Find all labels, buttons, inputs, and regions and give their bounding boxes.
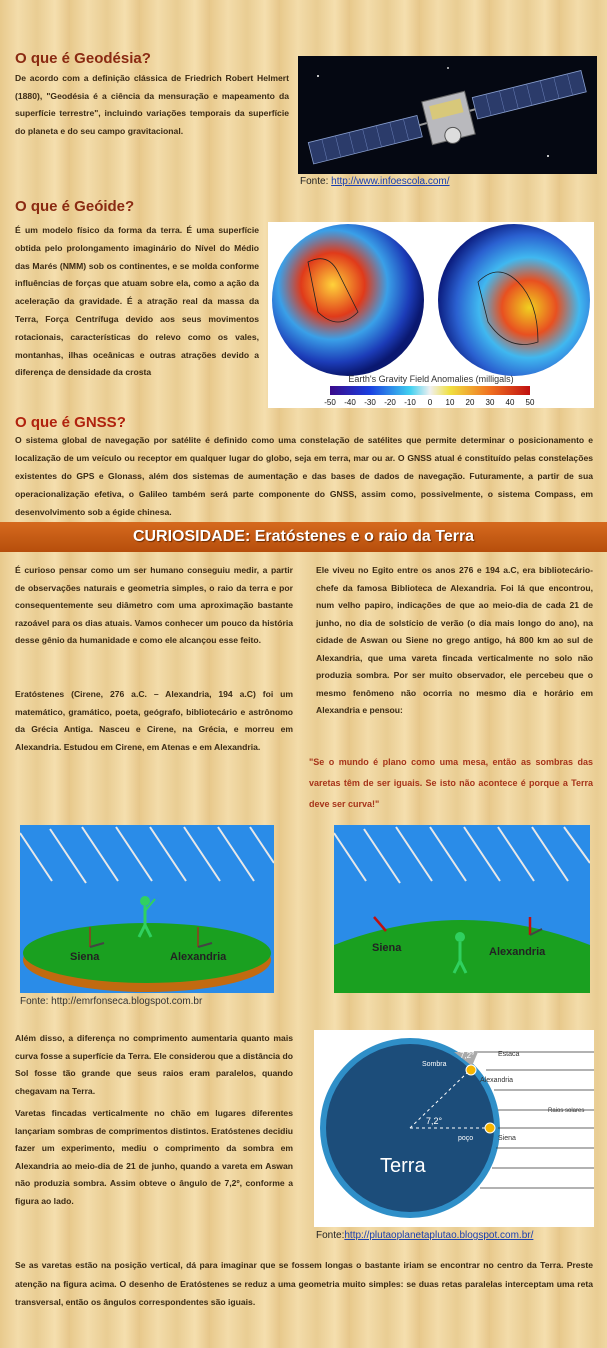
curiosidade-left-p1: É curioso pensar como um ser humano conseguiu medir, a partir de observações naturais e geometria simples, o raio da terra e por consequentemente seu diâmetro com uma aproximação bastante razoável para os dias atuais. Vamos conhecer um pouco da história desse gênio da humanidade e como ele alcançou esse feito. (15, 565, 293, 645)
scale-label: 10 (445, 398, 455, 407)
plutao-link[interactable]: http://plutaoplanetaplutao.blogspot.com.br/ (344, 1230, 534, 1241)
flat-earth-figure (20, 825, 274, 993)
flat-siena-label: Siena (70, 951, 100, 963)
raios-label: Raios solares (548, 1108, 585, 1114)
geodesia-caption-prefix: Fonte: (300, 176, 332, 187)
curiosidade-right-p1: Ele viveu no Egito entre os anos 276 e 194 a.C, era bibliotecário-chefe da famosa Biblioteca de Alexandria. Foi lá que encontrou, num velho papiro, indicações de que ao meio-dia de cada 21 de junho, no dia de solstício de verão (o dia mais longo do ano), na cidade de Aswan ou Siene no grego antigo, há 800 km ao sul de Alexandria, que uma vareta fincada verticalmente no solo não produzia sombra. Por ser muito observador, ele percebeu que o mesmo fenômeno não ocorria no mesmo dia e horário em Alexandria e pensou: (316, 565, 593, 715)
scale-label: -40 (344, 398, 356, 407)
gnss-text: O sistema global de navegação por satélite é definido como uma constelação de satélites que permite determinar o posicionamento e localização de um veículo ou receptor em qualquer lugar do globo, seja em terra, mar ou ar. O GNSS atual é constituído pelas constelações existentes do GPS e Glonass, além dos sistemas de aumentação e das bases de dados de navegação. Futuramente, a partir de sua operacionalização efetiva, o Galileo também será parte componente do GNSS, assim como, possivelmente, o sistema Compass, em desenvolvimento sob a égide chinesa. (15, 435, 593, 517)
sombra-label: Sombra (422, 1061, 447, 1068)
geoide-text: É um modelo físico da forma da terra. É uma superfície obtida pelo prolongamento imaginário do Nível do Médio das Marés (NMM) sob os continentes, e se molda conforme influências de forças que atuam sobre ela, como a ação da aceleração da gravidade. É a atração real da massa da Terra, Força Centrífuga devido aos seus movimentos rotacionais, características do relevo como os vales, montanhas, ilhas oceânicas e outras atrações devido a diferença de densidade da crosta (15, 225, 259, 378)
curved-earth-icon (334, 825, 590, 993)
diagram-caption-prefix: Fonte: (316, 1230, 345, 1241)
scale-label: -20 (384, 398, 396, 407)
geodesia-caption (300, 176, 450, 187)
gnss-title: O que é GNSS? (15, 414, 126, 431)
scale-label: 0 (427, 398, 433, 407)
gravity-figure (268, 222, 594, 408)
scale-label: -30 (364, 398, 376, 407)
angle-top-label: 7,2° (460, 1051, 475, 1060)
eratostenes-quote: "Se o mundo é plano como uma mesa, então as sombras das varetas têm de ser iguais. Se isto não acontece é porque a Terra deve ser curva!" (309, 757, 593, 809)
satellite-image (298, 56, 597, 174)
flat-earth-icon (20, 825, 274, 993)
diagram-caption (316, 1230, 533, 1241)
scale-label: 20 (465, 398, 475, 407)
eratostenes-diagram-icon (314, 1030, 594, 1227)
scale-label: 40 (505, 398, 515, 407)
curved-alexandria-label: Alexandria (489, 946, 546, 958)
gravity-figure-title: Earth's Gravity Field Anomalies (milligals) (348, 374, 514, 384)
scale-label: -50 (324, 398, 336, 407)
satellite-icon (298, 56, 597, 174)
curved-earth-figure (334, 825, 590, 993)
infoescola-link[interactable]: http://www.infoescola.com/ (331, 176, 450, 187)
explicacao-p1: Além disso, a diferença no comprimento aumentaria quanto mais curva fosse a superfície da Terra. Ele considerou que a distância do Sol fosse tão grande que seus raios eram paralelos, quando chegavam na Terra. (15, 1033, 293, 1096)
geoide-title: O que é Geóide? (15, 198, 135, 215)
scale-label: 30 (485, 398, 495, 407)
explicacao-p2: Varetas fincadas verticalmente no chão em lugares diferentes lançariam sombras de comprimentos distintos. Eratóstenes decidiu fazer um experimento, mediu o comprimento da sombra em Alexandria ao meio-dia de 21 de junho, quando a vareta em Aswan não produzia sombra. Assim obteve o ângulo de 7,2º, conforme a figura ao lado. (15, 1108, 293, 1206)
diagram-alexandria-label: Alexandria (480, 1077, 514, 1084)
explicacao-final: Se as varetas estão na posição vertical, dá para imaginar que se fossem longas o bastante iriam se encontrar no centro da Terra. Preste atenção na figura acima. O desenho de Eratóstenes se reduz a uma geometria muito simples: se duas retas paralelas interceptam uma reta transversal, então os ângulos correspondentes são iguais. (15, 1260, 593, 1307)
scale-label: -10 (404, 398, 416, 407)
curiosidade-banner: CURIOSIDADE: Eratóstenes e o raio da Terra (0, 522, 607, 552)
terra-label: Terra (380, 1155, 426, 1177)
geodesia-text: De acordo com a definição clássica de Friedrich Robert Helmert (1880), "Geodésia é a ciência da mensuração e mapeamento da superfície terrestre", incluindo variações temporais da superfície do planeta e do seu campo gravitacional. (15, 73, 289, 136)
color-scale (330, 386, 530, 395)
eratostenes-diagram (314, 1030, 594, 1227)
angle-center-label: 7,2° (426, 1116, 443, 1126)
figures-caption: Fonte: http://emrfonseca.blogspot.com.br (20, 996, 203, 1007)
poco-label: poço (458, 1135, 474, 1142)
curiosidade-left-p2: Eratóstenes (Cirene, 276 a.C. – Alexandria, 194 a.C) foi um matemático, gramático, poeta, geógrafo, bibliotecário e astrônomo da Grécia Antiga. Nasceu e Cirene, na Grécia, e morreu em Alexandria. Estudou em Cirene, em Atenas e em Alexandria. (15, 689, 293, 752)
flat-alexandria-label: Alexandria (170, 951, 227, 963)
curved-siena-label: Siena (372, 942, 402, 954)
gravity-globes-icon (268, 222, 594, 408)
scale-label: 50 (525, 398, 535, 407)
geodesia-title: O que é Geodésia? (15, 50, 151, 67)
diagram-siena-label: Siena (498, 1135, 516, 1142)
estaca-label: Estaca (498, 1051, 520, 1058)
